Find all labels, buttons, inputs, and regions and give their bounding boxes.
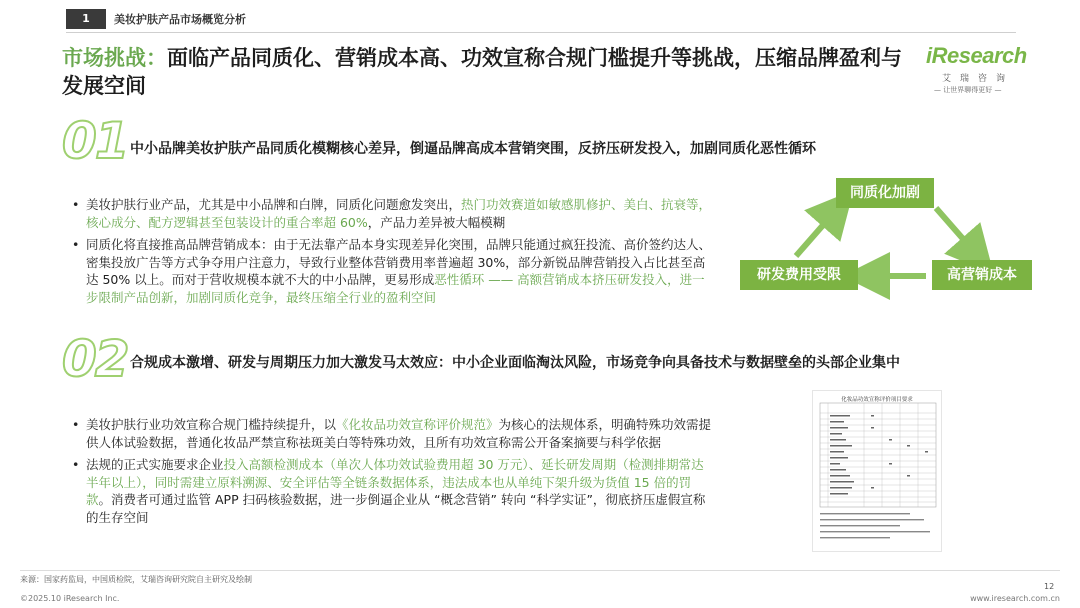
footer-divider [20, 570, 1060, 571]
chapter-number: 1 [66, 9, 106, 29]
bullet-highlight: 投入高额检测成本（单次人体功效试验费用超 30 万元）、延长研发周期（检测排期常达半年以上），同时需建立原料溯源、安全评估等全链条数据体系，违法成本也从单纯下架升级为货值 15 倍的罚款 [86, 457, 704, 507]
cycle-node-right: 高营销成本 [932, 260, 1032, 290]
page-title-text: 面临产品同质化、营销成本高、功效宣称合规门槛提升等挑战，压缩品牌盈利与发展空间 [62, 46, 902, 98]
regulation-table-image [812, 390, 942, 552]
website-link[interactable]: www.iresearch.com.cn [970, 594, 1060, 603]
logo-wordmark: iResearch [926, 43, 1027, 68]
section2-bullet-1 [72, 416, 712, 451]
iresearch-logo [922, 43, 1032, 99]
cycle-node-top: 同质化加剧 [836, 178, 934, 208]
section2-title: 合规成本激增、研发与周期压力加大激发马太效应：中小企业面临淘汰风险，市场竞争向具备技术与数据壁垒的头部企业集中 [130, 355, 900, 371]
regulation-table-title: 化妆品功效宣称评价项目要求 [841, 397, 913, 403]
bullet-text: 。消费者可通过监管 APP 扫码核验数据，进一步倒逼企业从 “概念营销” 转向 “科学实证”，彻底挤压虚假宣称的生存空间 [86, 492, 706, 525]
bullet-highlight: 热门功效赛道如敏感肌修护、美白、抗衰等，核心成分、配方逻辑甚至包装设计的重合率超 60% [86, 197, 712, 230]
logo-chinese-name: 艾瑞咨询 [942, 74, 1015, 84]
bullet-text: 美妆护肤行业功效宣称合规门槛持续提升，以 [86, 417, 337, 432]
bullet-text: 为核心的法规体系，明确特殊功效需提供人体试验数据，普通化妆品严禁宣称祛斑美白等特殊功效，且所有功效宣称需公开备案摘要与科学依据 [86, 417, 712, 450]
section-number-02: 02 [62, 330, 128, 388]
bullet-highlight: 《化妆品功效宣称评价规范》 [336, 417, 499, 432]
section1-bullet-2 [72, 236, 712, 306]
copyright: ©2025.10 iResearch Inc. [20, 594, 120, 603]
bullet-text: 美妆护肤行业产品，尤其是中小品牌和白牌，同质化问题愈发突出， [86, 197, 462, 212]
page-title [62, 44, 902, 100]
arrow-left-to-top [796, 208, 838, 256]
source-note: 来源：国家药监局，中国质检院，艾瑞咨询研究院自主研究及绘制 [20, 575, 252, 584]
bullet-text: 同质化将直接推高品牌营销成本：由于无法靠产品本身实现差异化突围，品牌只能通过疯狂投流、高价签约达人、密集投放广告等方式争夺用户注意力，导致行业整体营销费用率普遍超 30%，部分新锐品牌营销投入占比甚至高达 50% 以上。而对于营收规模本就不大的中小品牌，更易形成 [86, 237, 712, 287]
regulation-table-grid [814, 401, 942, 551]
bullet-text: 法规的正式实施要求企业 [86, 457, 224, 472]
divider [66, 32, 1016, 33]
section2-bullet-2 [72, 456, 712, 526]
section2-bullet-list [72, 416, 712, 531]
bullet-highlight: 恶性循环 —— 高额营销成本挤压研发投入，进一步限制产品创新，加剧同质化竞争，最终压缩全行业的盈利空间 [86, 272, 705, 305]
bullet-text: ，产品力差异被大幅模糊 [367, 214, 506, 230]
page-number: 12 [1044, 582, 1055, 591]
section-header-bar [0, 0, 1080, 38]
arrow-top-to-right [936, 208, 978, 256]
section1-title: 中小品牌美妆护肤产品同质化模糊核心差异，倒逼品牌高成本营销突围，反挤压研发投入，加剧同质化恶性循环 [130, 141, 816, 157]
logo-tagline: — 让世界聊得更好 — [934, 86, 1002, 94]
section1-bullet-1 [72, 196, 712, 231]
chapter-label: 美妆护肤产品市场概览分析 [114, 13, 246, 26]
cycle-node-left: 研发费用受限 [740, 260, 858, 290]
page-title-prefix: 市场挑战： [62, 46, 167, 70]
section-number-01: 01 [62, 112, 128, 170]
section1-bullet-list [72, 196, 712, 311]
